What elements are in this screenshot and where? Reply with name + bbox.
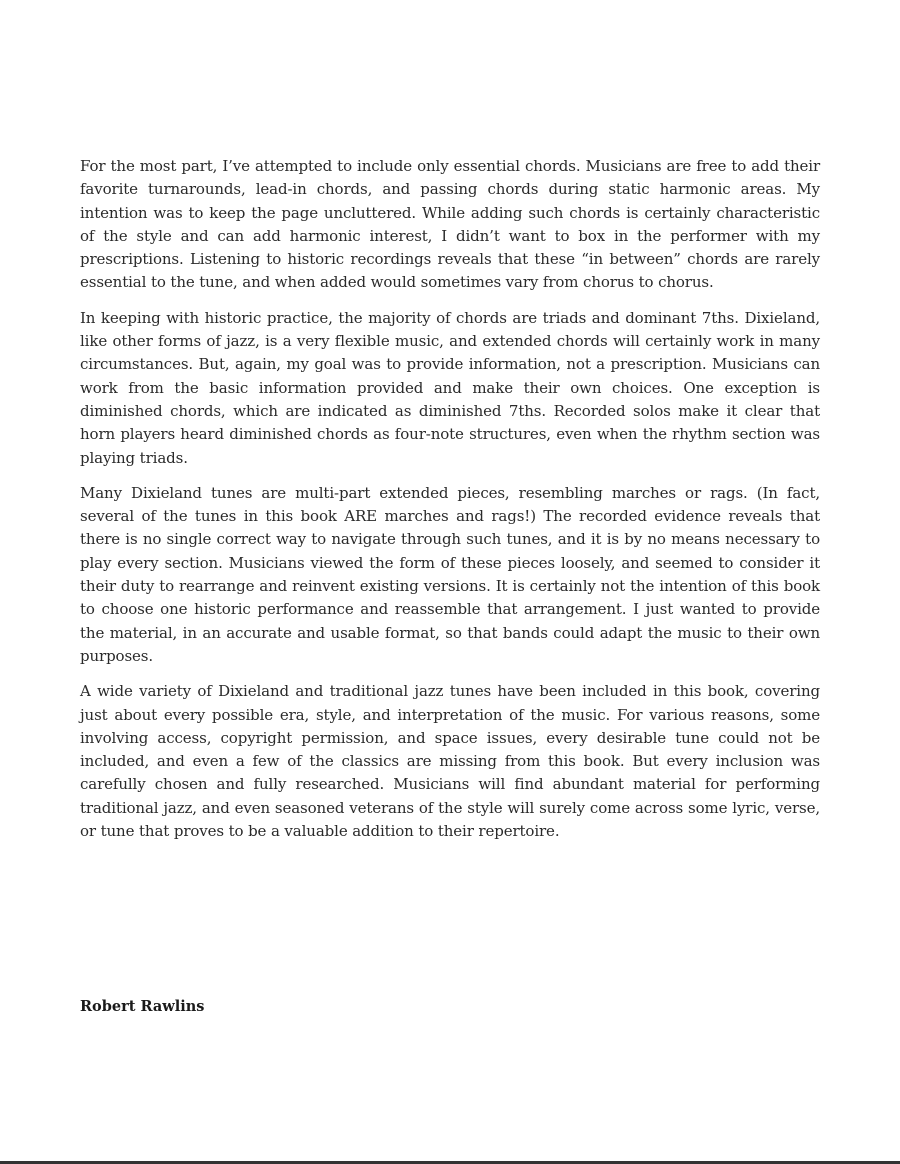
author-signature: Robert Rawlins [80,998,205,1015]
body-text [80,155,820,855]
paragraph-1: For the most part, I’ve attempted to include only essential chords. Musicians are free to add their favorite turnarounds, lead-in chords, and passing chords during static harmonic areas. My intention was to keep the page uncluttered. While adding such chords is certainly characteristic of the style and can add harmonic interest, I didn’t want to box in the performer with my prescriptions. Listening to historic recordings reveals that these “in between” chords are rarely essential to the tune, and when added would sometimes vary from chorus to chorus. [80,157,820,292]
paragraph-2: In keeping with historic practice, the majority of chords are triads and dominant 7ths. Dixieland, like other forms of jazz, is a very flexible music, and extended chords will certainly work in many circumstances. But, again, my goal was to provide information, not a prescription. Musicians can work from the basic information provided and make their own choices. One exception is diminished chords, which are indicated as diminished 7ths. Recorded solos make it clear that horn players heard diminished chords as four-note structures, even when the rhythm section was playing triads. [80,308,820,467]
paragraph-4: A wide variety of Dixieland and traditional jazz tunes have been included in this book, covering just about every possible era, style, and interpretation of the music. For various reasons, some involving access, copyright permission, and space issues, every desirable tune could not be included, and even a few of the classics are missing from this book. But every inclusion was carefully chosen and fully researched. Musicians will find abundant material for performing traditional jazz, and even seasoned veterans of the style will surely come across some lyric, verse, or tune that proves to be a valuable addition to their repertoire. [80,682,820,841]
paragraph-3: Many Dixieland tunes are multi-part extended pieces, resembling marches or rags. (In fact, several of the tunes in this book ARE marches and rags!) The recorded evidence reveals that there is no single correct way to navigate through such tunes, and it is by no means necessary to play every section. Musicians viewed the form of these pieces loosely, and seemed to consider it their duty to rearrange and reinvent existing versions. It is certainly not the intention of this book to choose one historic performance and reassemble that arrangement. I just wanted to provide the material, in an accurate and usable format, so that bands could adapt the music to their own purposes. [80,483,820,665]
